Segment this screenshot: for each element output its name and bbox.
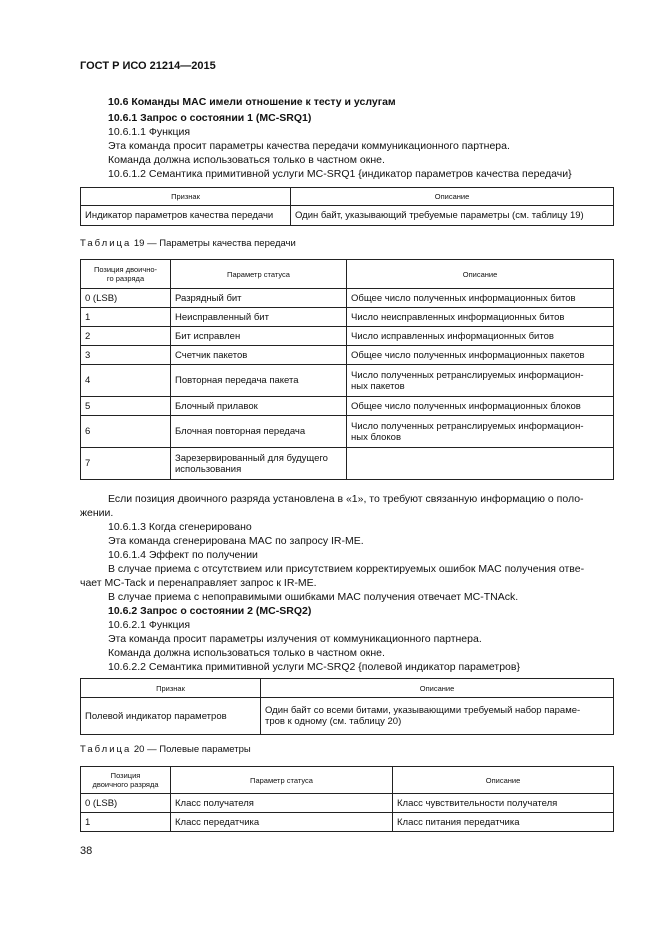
- table-20: [80, 766, 614, 832]
- subsection-heading-10-6-2: 10.6.2 Запрос о состоянии 2 (MC-SRQ2): [108, 605, 312, 617]
- subsection-heading-10-6-1: 10.6.1 Запрос о состоянии 1 (MC-SRQ1): [108, 112, 312, 124]
- table-cell: Число неисправленных информационных битов: [347, 308, 614, 327]
- table-cell: 0 (LSB): [81, 289, 171, 308]
- column-header: Описание: [261, 679, 614, 698]
- table-cell: Число полученных ретранслируемых информацион- ных блоков: [347, 416, 614, 448]
- table-cell: 0 (LSB): [81, 794, 171, 813]
- column-header: Параметр статуса: [171, 767, 393, 794]
- paragraph-line: В случае приема с непоправимыми ошибками MAC получения отвечает MC-TNAck.: [108, 591, 519, 603]
- table-cell: Бит исправлен: [171, 327, 347, 346]
- caption-label: Таблица: [80, 744, 132, 755]
- table-row: [81, 346, 614, 365]
- table-cell: Блочный прилавок: [171, 397, 347, 416]
- table-row: [81, 813, 614, 832]
- column-header: Признак: [81, 679, 261, 698]
- column-header: Описание: [291, 188, 614, 206]
- table-cell: [347, 448, 614, 480]
- paragraph-line: Если позиция двоичного разряда установлена в «1», то требуют связанную информацию о поло-: [108, 493, 584, 505]
- table-row: [81, 365, 614, 397]
- table-cell: 4: [81, 365, 171, 397]
- table-cell: Общее число полученных информационных блоков: [347, 397, 614, 416]
- attribute-table-2: [80, 678, 614, 735]
- paragraph-line: Эта команда просит параметры качества передачи коммуникационного партнера.: [108, 140, 510, 152]
- table-19-caption: [80, 238, 296, 249]
- table-row: [81, 327, 614, 346]
- table-cell: Счетчик пакетов: [171, 346, 347, 365]
- table-cell: Один байт со всеми битами, указывающими требуемый набор параме- тров к одному (см. таблицу 20): [261, 698, 614, 735]
- paragraph-line: 10.6.2.2 Семантика примитивной услуги MC-SRQ2 {полевой индикатор параметров}: [108, 661, 520, 673]
- table-cell: 7: [81, 448, 171, 480]
- caption-text: 19 — Параметры качества передачи: [133, 238, 296, 249]
- attribute-table-1: [80, 187, 614, 226]
- caption-label: Таблица: [80, 238, 132, 249]
- table-cell: Общее число полученных информационных пакетов: [347, 346, 614, 365]
- paragraph-line: 10.6.1.3 Когда сгенерировано: [108, 521, 252, 533]
- table-cell: 3: [81, 346, 171, 365]
- column-header: Описание: [347, 260, 614, 289]
- table-row: [81, 289, 614, 308]
- section-heading-10-6: 10.6 Команды MAC имели отношение к тесту и услугам: [108, 96, 396, 108]
- table-row: [81, 308, 614, 327]
- table-row: [81, 416, 614, 448]
- table-cell: Число полученных ретранслируемых информацион- ных пакетов: [347, 365, 614, 397]
- table-cell: Число исправленных информационных битов: [347, 327, 614, 346]
- column-header: Параметр статуса: [171, 260, 347, 289]
- table-cell: 5: [81, 397, 171, 416]
- table-row: [81, 397, 614, 416]
- paragraph-line: чает MC-Tack и перенаправляет запрос к IR-ME.: [80, 577, 317, 589]
- table-19: [80, 259, 614, 480]
- table-cell: Блочная повторная передача: [171, 416, 347, 448]
- table-row: [81, 794, 614, 813]
- column-header: Признак: [81, 188, 291, 206]
- table-cell: Индикатор параметров качества передачи: [81, 206, 291, 226]
- caption-text: 20 — Полевые параметры: [133, 744, 251, 755]
- paragraph-line: жении.: [80, 507, 114, 519]
- table-cell: Полевой индикатор параметров: [81, 698, 261, 735]
- paragraph-line: В случае приема с отсутствием или присутствием корректируемых ошибок MAC получения отве-: [108, 563, 585, 575]
- table-cell: Класс получателя: [171, 794, 393, 813]
- table-cell: Класс чувствительности получателя: [393, 794, 614, 813]
- paragraph-line: 10.6.1.2 Семантика примитивной услуги MC-SRQ1 {индикатор параметров качества передачи}: [108, 168, 572, 180]
- table-row: [81, 698, 614, 735]
- table-row: [81, 206, 614, 226]
- paragraph-line: 10.6.1.1 Функция: [108, 126, 191, 138]
- paragraph-line: Эта команда сгенерирована MAC по запросу IR-ME.: [108, 535, 364, 547]
- table-cell: 6: [81, 416, 171, 448]
- table-cell: 2: [81, 327, 171, 346]
- table-cell: Неисправленный бит: [171, 308, 347, 327]
- page-number: 38: [80, 845, 93, 857]
- table-cell: Зарезервированный для будущего использования: [171, 448, 347, 480]
- paragraph-line: 10.6.2.1 Функция: [108, 619, 191, 631]
- paragraph-line: Эта команда просит параметры излучения от коммуникационного партнера.: [108, 633, 482, 645]
- table-cell: Повторная передача пакета: [171, 365, 347, 397]
- table-cell: 1: [81, 308, 171, 327]
- paragraph-line: Команда должна использоваться только в частном окне.: [108, 154, 385, 166]
- column-header: Позиция двоично- го разряда: [81, 260, 171, 289]
- table-cell: Класс передатчика: [171, 813, 393, 832]
- table-cell: Класс питания передатчика: [393, 813, 614, 832]
- column-header: Описание: [393, 767, 614, 794]
- paragraph-line: Команда должна использоваться только в частном окне.: [108, 647, 385, 659]
- table-row: [81, 448, 614, 480]
- table-20-caption: [80, 744, 251, 755]
- table-cell: Один байт, указывающий требуемые параметры (см. таблицу 19): [291, 206, 614, 226]
- table-cell: 1: [81, 813, 171, 832]
- paragraph-line: 10.6.1.4 Эффект по получении: [108, 549, 258, 561]
- standard-header: ГОСТ Р ИСО 21214—2015: [80, 60, 216, 72]
- table-cell: Разрядный бит: [171, 289, 347, 308]
- column-header: Позиция двоичного разряда: [81, 767, 171, 794]
- table-cell: Общее число полученных информационных битов: [347, 289, 614, 308]
